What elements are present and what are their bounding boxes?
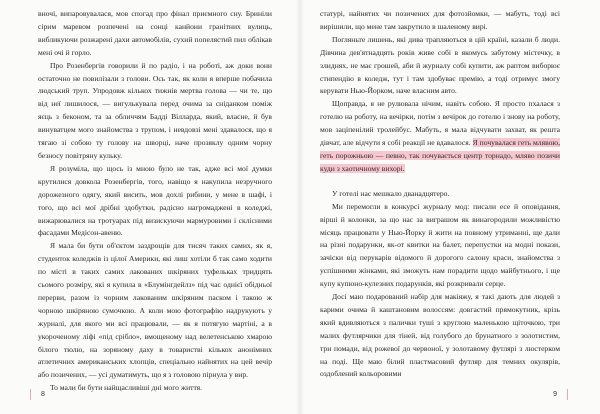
- highlighted-passage: Я почувалася геть млявою, геть порожньою — певно, так почувається центр торнадо, мляво позичи куди з хаотичному вихорі.: [320, 138, 560, 173]
- paragraph: У готелі нас мешкало дванадцятеро.: [332, 188, 450, 198]
- paragraph: статурі, найнятих чи позичених для фотозйомки, — мабуть, тоді всі вирішили, що мене там закрутило в шаленому вирі.: [320, 9, 560, 31]
- right-page: [300, 0, 600, 414]
- paragraph-text: Щоправда, я не рулювала нічим, навіть собою. Я просто пхалася з готелю на роботу, на вечірки, потім з вечірок до готелю і знову на роботу, мов заціпенілий тролейбус. Мабуть, я мала відчувати захват, як решта дівчат, але відчути я собі реакції не вдавалося.: [320, 99, 560, 148]
- paragraph: вночі, випаровувалася, мов спогад про фінал приємного сну. Бриніли сірим маревом розпечені на сонці канйони гранітних вулиць, вибликуючи розжарені дахи автомобілів, сухий попелястий пил облікав мені очі й горло.: [38, 9, 272, 57]
- paragraph: [320, 98, 560, 175]
- page-marker-line: [30, 389, 31, 400]
- paragraph: Я розуміла, що щось із мною було не так, адже всі мої думки крутилися довкола Розенбергів, того, навіщо я накупила незручного дорожезного одягу, який висить, мов дохлі рибини, у мене в шафі, і того, що всі мої дрібні здобутки, радісно нагромаджені в коледжі, вижарювалися на тротуарах під визискуючи мармуровими і склісними фасадами Медісон-авеню.: [38, 163, 272, 238]
- paragraph: Про Розенбергів говорили й по радіо, і на роботі, аж доки вони остаточно не повилізали з голови. Ось так, як коли я вперше побачила людський труп. Упродовж кількох тижнів мертва голова — чи те, що від неї лишилося, — вигулькувала перед очима за сніданком поміж яєць з беконом, та за обличчям Бадді Вілларда, який, власне, й був винуватцем мого знайомства з трупом, і невдовзі мені здавалося, що я тягаю зі собою ту голову на шворці, наче прозяклу одним чорну безносу повітряну кульку.: [38, 60, 272, 160]
- paragraph: То мали би бути найщасливіші дні мого життя.: [50, 383, 203, 393]
- page-marker-line: [567, 389, 568, 400]
- paragraph: Я мала би бути об'єктом заздрощів для тисяч таких самих, як я, студенток коледжів із цілої Америки, які лиш хотіли б так само ходити по місті в таких самих лакованих шкіряних туфельках тридцять сьомого розміру, які я купила в «Блумінґдейлз» під час однієї обідньої перерви, разом із чорним лакованим шкіряним паском і такою ж чорною шкіряною сумочкою. А коли мою фотографію надрукують у журналі, для якого ми всі працювали, — як я потягую мартіні, а в укороченому ліфі «під срібло», вмощеному над велетенською хмарою білого тюлю, на зоряному даху в товаристві кількох анонімних атлетичних американських хлопців, спеціально найнятих на цей вечір або позичених, — усі думатимуть, що я з головою пірнула у вир.: [38, 241, 272, 380]
- paragraph: Ми перемогли в конкурсі журналу мод: писали есе й оповідання, вірші й колонки, за що нас за виграшом як винагородили можливістю місяць працювати у Нью-Йорку й жити на повному утриманні, ще дали на різні подарунки, як-от квитки на балет, перепустки на модні покази, зачіски від перукарів відомого й дорогого салону краси, знайомства з успішними жінками, які зможуть нам порадити щодо майбутнього, і ще купу купюно-кулезних подарунків, які розкривали серце.: [320, 201, 560, 289]
- right-page-text: [320, 8, 560, 381]
- page-number: 8: [41, 391, 45, 398]
- left-page-text: [38, 8, 272, 395]
- paragraph: Погляньте лишень, які дива трапляються в цій країні, казали б люди. Дівчина дев'ятнадцять років живе собі в якомусь забутому містечку, в злиднях, не має грошей, аби й журналу собі купити, аж раптом виборює стипендію в коледж, тут і там здобуває премію, а тоді отримує змогу керувати Нью-Йорком, наче власним авто.: [320, 34, 560, 96]
- paragraph: Досі маю подарований набір для макіяжу, я такі дають для людей з карими очима й каштановим волоссям: довгастий прямокутник, крізь який вдивляються з палички туші з круглою маленькою щіточкою, три малих футлярчики для тіней, від голубого до брунатного з золотистим, три помади, від рожевої до червоної, у золотавому футлярі з люстерком на поді. Ще маю білий пластмасовий футляр для темних окулярів, оздоблений кольоровими: [320, 292, 560, 379]
- page-number: 9: [553, 391, 557, 398]
